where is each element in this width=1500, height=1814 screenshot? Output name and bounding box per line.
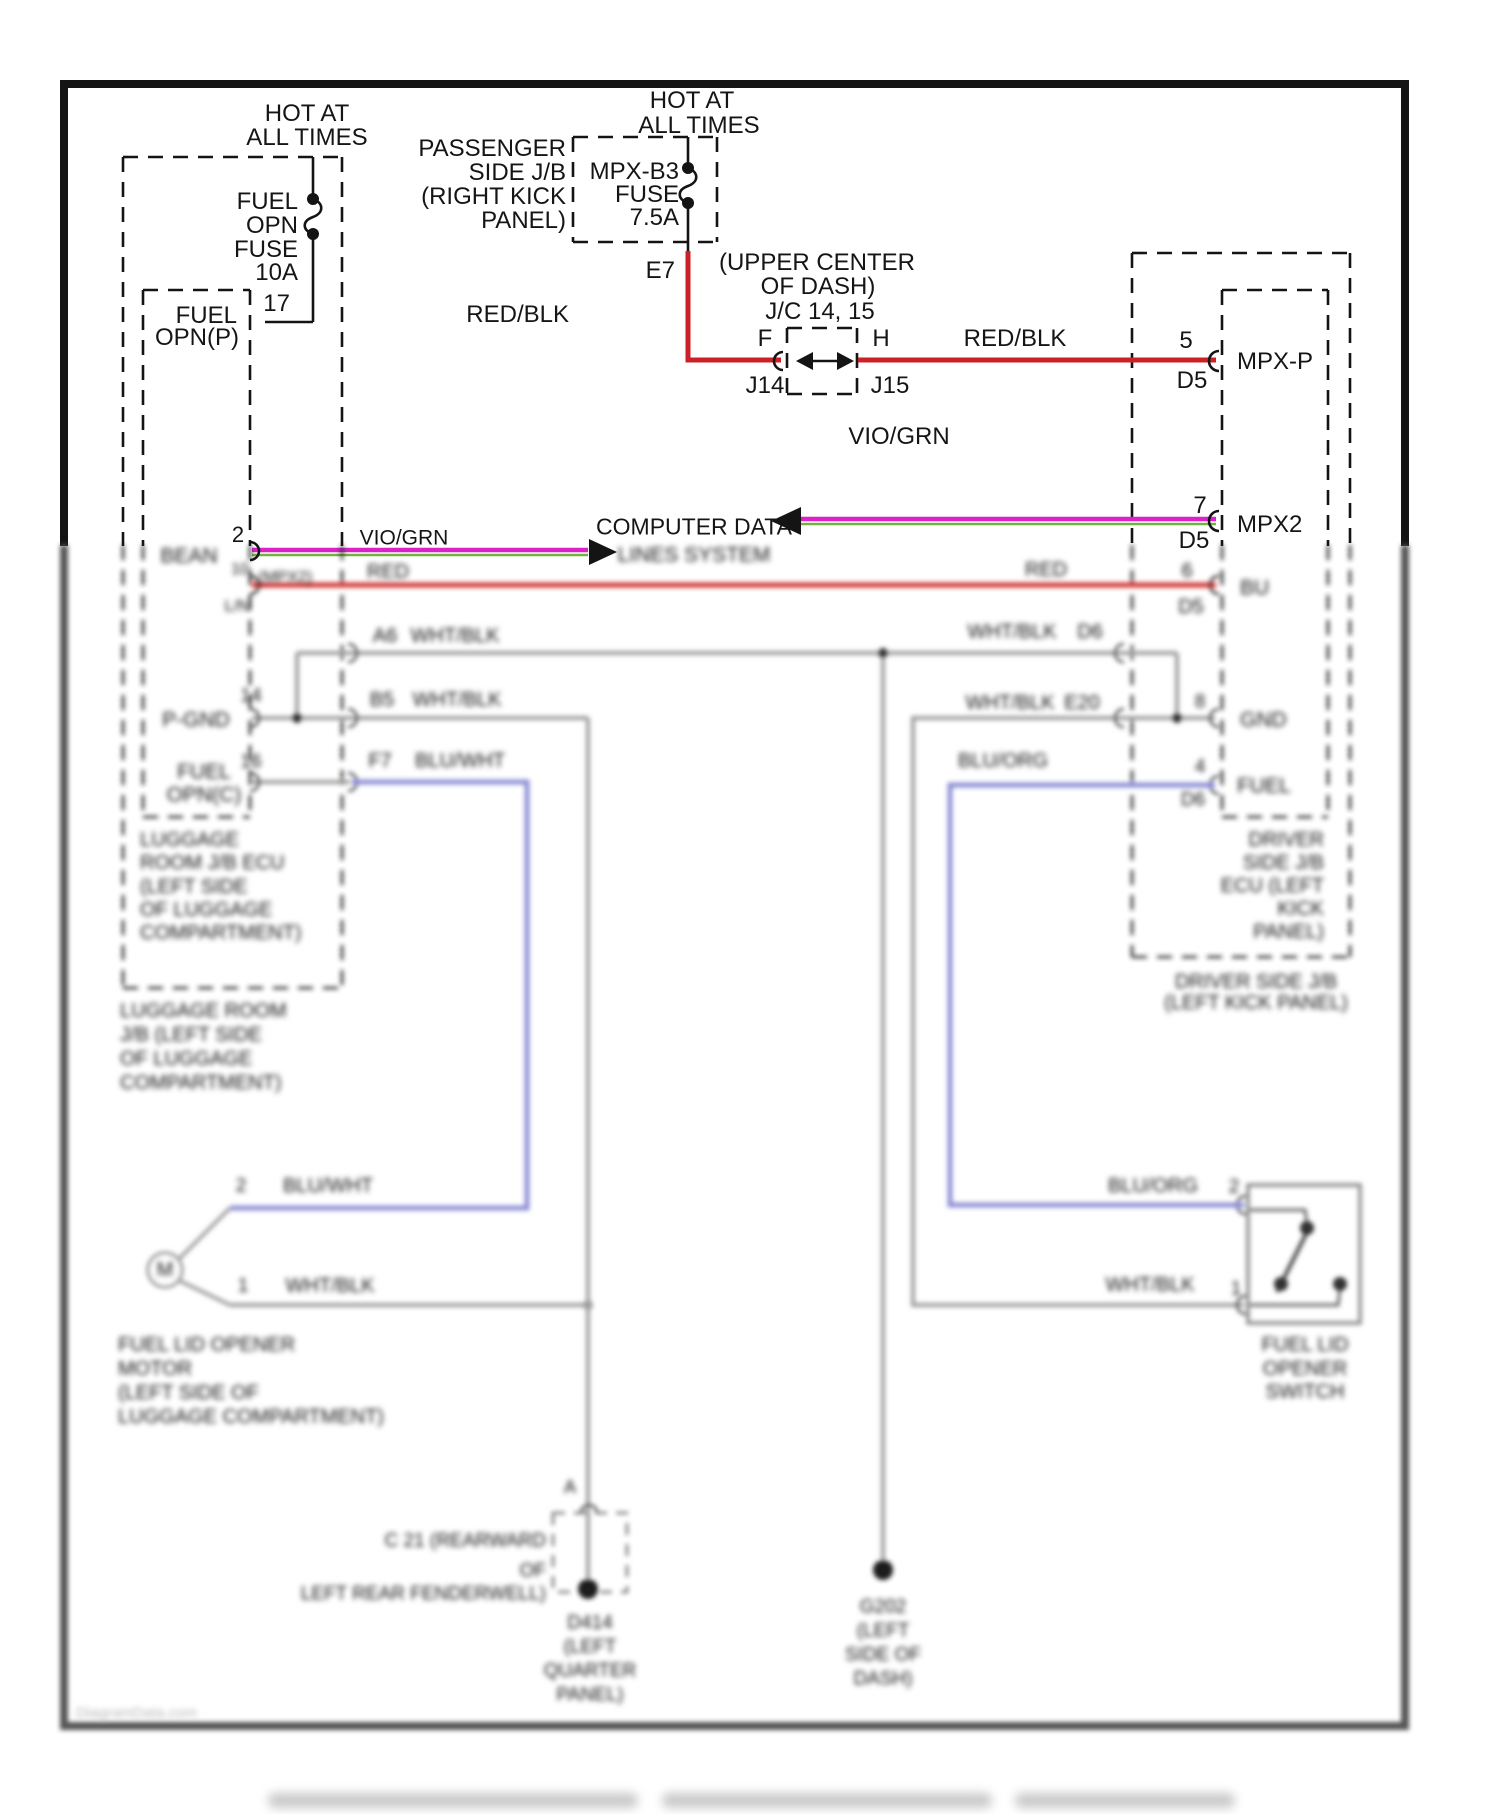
wire-blu-wht [230, 782, 527, 1208]
wire-blu-org [950, 785, 1244, 1205]
pin-7-label: 7 [1193, 492, 1207, 519]
lines-system-label: LINES SYSTEM [617, 543, 771, 567]
g202-caption-4: DASH) [853, 1668, 913, 1690]
computer-data-label: COMPUTER DATA [596, 513, 792, 540]
red-left-label: RED [366, 561, 410, 583]
g202-caption-2: (LEFT [856, 1620, 910, 1642]
switch-pin-1-label: 1 [1230, 1278, 1242, 1300]
fuel-input-label: FUEL [1237, 774, 1291, 798]
fuse-mpx-b3-icon [680, 137, 697, 253]
wht-blk-switch-label: WHT/BLK [1105, 1274, 1195, 1296]
d414-caption-2: (LEFT [563, 1636, 617, 1658]
all-times-left-label: ALL TIMES [246, 124, 368, 151]
f7-label: F7 [368, 750, 392, 772]
luggage-jb-caption-2: J/B (LEFT SIDE [120, 1024, 262, 1046]
fuse-fuel-label: FUEL [236, 188, 298, 215]
switch-caption-2: OPENER [1262, 1358, 1348, 1380]
watermark-label: DiagramData.com [76, 1704, 197, 1722]
driver-jb-caption-1: DRIVER SIDE J/B [1174, 971, 1338, 993]
b5-label: B5 [369, 689, 395, 711]
pin-6-conn-label: D5 [1178, 596, 1204, 618]
fuel-opn-p-label-2: OPN(P) [155, 324, 239, 351]
red-blk-right-label: RED/BLK [963, 325, 1067, 352]
driver-ecu-caption-3: ECU (LEFT [1220, 875, 1324, 897]
fuel-lid-opener-motor-icon [148, 1208, 230, 1305]
d414-caption-1: D414 [567, 1612, 613, 1634]
e20-label: E20 [1064, 692, 1100, 714]
fuse-fuse-label: FUSE [233, 236, 298, 263]
motor-pin-2-label: 2 [235, 1175, 247, 1197]
d6-label: D6 [1077, 621, 1103, 643]
a6-label: A6 [372, 625, 398, 647]
pin-16-label: 16 [240, 751, 262, 773]
fuel-opn-c-label-1: FUEL [177, 760, 231, 784]
frag-pin-label: 10 [231, 561, 249, 578]
pin-4-conn-label: D6 [1180, 789, 1206, 811]
d414-caption-4: PANEL) [556, 1684, 624, 1706]
blu-wht-label: BLU/WHT [415, 750, 505, 772]
motor-pin-1-label: 1 [237, 1275, 249, 1297]
c21-caption-3: LEFT REAR FENDERWELL) [300, 1583, 546, 1605]
wht-blk-e20-label: WHT/BLK [965, 692, 1055, 714]
driver-ecu-caption-5: PANEL) [1253, 921, 1324, 943]
hot-at-left-label: HOT AT [264, 100, 350, 127]
blu-org-switch-label: BLU/ORG [1107, 1175, 1199, 1197]
switch-pin-2-label: 2 [1228, 1176, 1240, 1198]
luggage-ecu-caption-5: COMPARTMENT) [140, 922, 302, 944]
mpx2-label: MPX2 [1237, 511, 1303, 538]
mpx-p-label: MPX-P [1237, 348, 1314, 375]
jc-location-label-1: (UPPER CENTER [718, 249, 916, 276]
wire-wht-blk-network [230, 653, 1244, 1583]
driver-ecu-caption-2: SIDE J/B [1242, 852, 1324, 874]
pin-6-label: 6 [1181, 560, 1193, 582]
wire-vio-grn-left [252, 539, 617, 565]
frag-lin-label: L/N [224, 598, 250, 615]
wht-blk-a6-label: WHT/BLK [410, 625, 500, 647]
luggage-jb-caption-4: COMPARTMENT) [120, 1072, 282, 1094]
vio-grn-left-label: VIO/GRN [359, 526, 449, 550]
wht-blk-d6-label: WHT/BLK [967, 621, 1057, 643]
motor-caption-3: (LEFT SIDE OF [118, 1382, 259, 1404]
jc-id-label: J/C 14, 15 [765, 298, 875, 325]
pin-14-label: 14 [240, 685, 262, 707]
passenger-jb-label-1: PASSENGER [418, 135, 566, 162]
dashed-boxes-blur [123, 545, 1350, 988]
fuse-fuel-opn-icon [265, 157, 321, 322]
jc-pin-f-label: F [757, 325, 773, 352]
p-gnd-label: P-GND [162, 708, 230, 732]
luggage-ecu-caption-4: OF LUGGAGE [140, 899, 273, 921]
passenger-jb-label-4: PANEL) [481, 207, 566, 234]
connector-arcs [250, 644, 1246, 1513]
luggage-jb-caption-3: OF LUGGAGE [120, 1048, 253, 1070]
pin-2-label: 2 [231, 522, 245, 547]
red-blk-left-label: RED/BLK [466, 301, 569, 328]
pin-8-label: 8 [1194, 691, 1206, 713]
wire-vio-grn-right [771, 507, 1216, 535]
blu-wht-motor-label: BLU/WHT [283, 1175, 373, 1197]
jc-double-arrow-icon [796, 352, 854, 370]
mpx-b3-label: MPX-B3 [589, 158, 679, 185]
motor-caption-4: LUGGAGE COMPARTMENT) [118, 1406, 384, 1428]
jc-location-label-2: OF DASH) [760, 273, 876, 300]
driver-ecu-caption-1: DRIVER [1248, 829, 1324, 851]
pin-5-label: 5 [1179, 327, 1193, 354]
passenger-jb-label-2: SIDE J/B [468, 159, 566, 186]
wire-red-blk [688, 251, 1216, 360]
e7-connector-label: E7 [645, 257, 675, 284]
switch-caption-3: SWITCH [1265, 1381, 1345, 1403]
blu-org-label: BLU/ORG [957, 750, 1049, 772]
fuel-opn-c-label-2: OPN(C) [166, 783, 242, 807]
bu-label: BU [1240, 576, 1270, 600]
j14-label: J14 [745, 372, 785, 399]
sharp-wiring-group [60, 80, 1409, 568]
motor-m-symbol-label: M [156, 1259, 174, 1281]
vio-grn-right-label: VIO/GRN [848, 423, 950, 450]
driver-ecu-caption-4: KICK [1277, 898, 1324, 920]
hot-at-center-label: HOT AT [649, 87, 735, 114]
motor-caption-2: MOTOR [118, 1358, 193, 1380]
blurred-wiring-group [60, 545, 1409, 1726]
pin-4-label: 4 [1194, 756, 1206, 778]
fuse-10a-label: 10A [255, 259, 298, 286]
wht-blk-b5-label: WHT/BLK [412, 689, 502, 711]
red-right-label: RED [1024, 559, 1068, 581]
d414-caption-3: QUARTER [543, 1660, 637, 1682]
luggage-ecu-caption-3: (LEFT SIDE [140, 876, 248, 898]
mpx-b3-amp-label: 7.5A [629, 204, 679, 231]
luggage-jb-caption-1: LUGGAGE ROOM [120, 1000, 287, 1022]
switch-caption-1: FUEL LID [1261, 1334, 1349, 1356]
pin-17-label: 17 [263, 290, 290, 317]
c21-caption-1: C 21 (REARWARD [384, 1530, 546, 1552]
luggage-ecu-caption-1: LUGGAGE [140, 829, 239, 851]
bean-label: BEAN [160, 544, 218, 568]
page-border-sharp [60, 80, 1409, 546]
fuel-lid-opener-switch-icon [1248, 1185, 1360, 1323]
gnd-label: GND [1240, 708, 1287, 732]
driver-jb-caption-2: (LEFT KICK PANEL) [1164, 992, 1348, 1014]
luggage-ecu-caption-2: ROOM J/B ECU [140, 852, 285, 874]
mpx-b3-fuse-label: FUSE [614, 181, 679, 208]
pin-7-conn-label: D5 [1178, 527, 1210, 554]
g202-ground-dot [873, 1560, 893, 1580]
wht-blk-motor-label: WHT/BLK [285, 1275, 375, 1297]
g202-caption-1: G202 [859, 1596, 907, 1618]
fuel-opn-p-label-1: FUEL [175, 302, 237, 329]
all-times-center-label: ALL TIMES [638, 112, 760, 139]
g202-caption-3: SIDE OF [844, 1644, 922, 1666]
pin-5-conn-label: D5 [1176, 367, 1208, 394]
jc-pin-h-label: H [872, 325, 890, 352]
page-border-blur [60, 545, 1409, 1726]
fuse-opn-label: OPN [245, 212, 298, 239]
passenger-jb-label-3: (RIGHT KICK [421, 183, 566, 210]
d414-splice-dot [578, 1579, 598, 1599]
j15-label: J15 [870, 372, 910, 399]
c21-pin-a-label: A [563, 1477, 577, 1497]
frag-mpx-label: (MPX2) [258, 569, 313, 586]
c21-caption-2: OF [519, 1560, 546, 1582]
motor-caption-1: FUEL LID OPENER [118, 1334, 296, 1356]
